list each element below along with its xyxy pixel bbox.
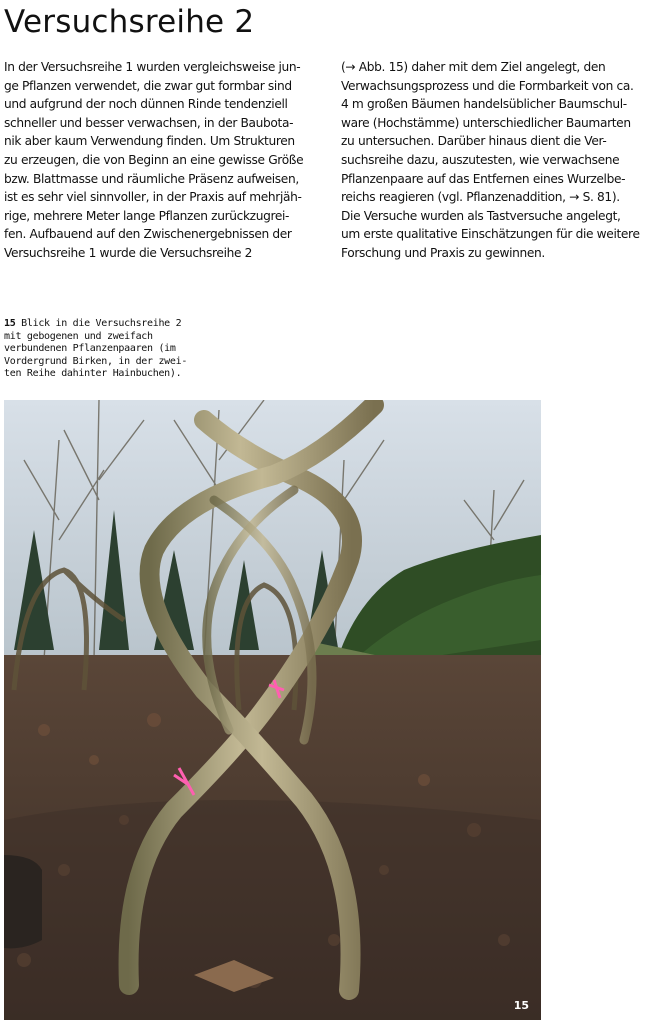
figure-photo [4,400,541,1020]
page-title: Versuchsreihe 2 [4,4,255,40]
caption-number: 15 [4,318,16,329]
body-text-left-column: In der Versuchsreihe 1 wurden vergleichsweise jun- ge Pflanzen verwendet, die zwar gut formbar sind und aufgrund der noch dünnen Rinde tendenziell schneller und besser verwachsen, in der Baubota- nik aber kaum Verwendung finden. Um Strukturen zu erzeugen, die von Beginn an eine gewisse Größe bzw. Blattmasse und räumliche Präsenz aufweisen, ist es sehr viel sinnvoller, in der Praxis auf mehrjäh- rige, mehrere Meter lange Pflanzen zurückzugrei- fen. Aufbauend auf den Zwischenergebnissen der Versuchsreihe 1 wurde die Versuchsreihe 2 [4,60,304,260]
figure-caption [4,318,234,381]
caption-text: Blick in die Versuchsreihe 2 mit gebogenen und zweifach verbundenen Pflanzenpaaren (im Vordergrund Birken, in der zwei- ten Reihe dahinter Hainbuchen). [4,318,188,380]
birch-pair-photo-illustration [4,400,541,1020]
pot [4,855,42,948]
body-text-right-column: (→ Abb. 15) daher mit dem Ziel angelegt, den Verwachsungsprozess und die Formbarkeit von ca. 4 m großen Bäumen handelsüblicher Baumschul- ware (Hochstämme) unterschiedlicher Baumarten zu untersuchen. Darüber hinaus dient die Ver- suchsreihe dazu, auszutesten, wie verwachsene Pflanzenpaare auf das Entfernen eines Wurzelbe- reichs reagieren (vgl. Pflanzenaddition, → S. 81). Die Versuche wurden als Tastversuche angelegt, um erste qualitative Einschätzungen für die weitere Forschung und Praxis zu gewinnen. [341,60,640,260]
figure-number-label: 15 [513,999,529,1012]
